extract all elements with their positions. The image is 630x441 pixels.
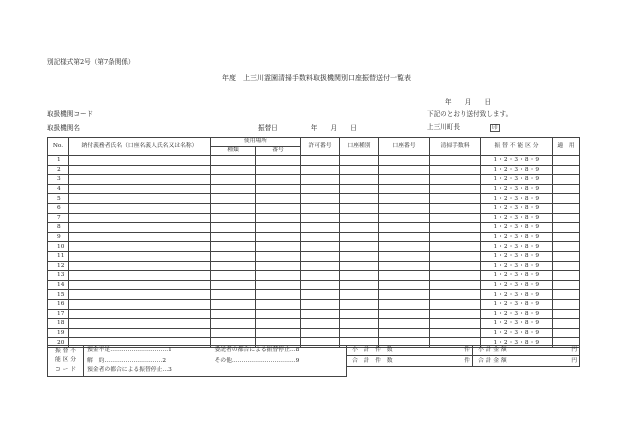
refusal-code-label-2: 能 区 分	[54, 357, 77, 364]
empty-cell	[69, 242, 211, 252]
empty-cell	[69, 309, 211, 319]
empty-cell	[211, 290, 256, 300]
empty-cell	[430, 261, 481, 271]
empty-cell	[69, 299, 211, 309]
col-permit-header: 許可番号	[301, 138, 340, 156]
empty-cell	[256, 194, 301, 204]
empty-cell	[430, 328, 481, 338]
table-row	[48, 261, 580, 271]
empty-cell	[430, 251, 481, 261]
empty-cell	[69, 251, 211, 261]
empty-cell	[430, 280, 481, 290]
empty-cell	[340, 299, 379, 309]
empty-cell	[256, 319, 301, 329]
row-number: 12	[48, 261, 69, 271]
empty-cell	[256, 328, 301, 338]
empty-cell	[553, 309, 580, 319]
table-row	[48, 165, 580, 175]
empty-cell	[379, 242, 430, 252]
empty-cell	[553, 290, 580, 300]
empty-cell	[301, 319, 340, 329]
empty-cell	[340, 319, 379, 329]
total-amount-label: 合 計 金 額	[478, 357, 507, 364]
empty-cell	[69, 232, 211, 242]
table-row	[48, 213, 580, 223]
empty-cell	[69, 165, 211, 175]
empty-cell	[379, 271, 430, 281]
empty-cell	[430, 223, 481, 233]
page-title: 年度 上三川霊園清掃手数料取扱機関別口座振替送付一覧表	[222, 74, 411, 82]
empty-cell	[430, 271, 481, 281]
empty-cell	[256, 223, 301, 233]
empty-cell	[211, 328, 256, 338]
empty-cell	[379, 328, 430, 338]
row-number: 10	[48, 242, 69, 252]
refusal-options: 1・2・3・8・9	[481, 338, 553, 348]
col-account-type-header: 口座種別	[340, 138, 379, 156]
empty-cell	[340, 194, 379, 204]
empty-cell	[69, 280, 211, 290]
table-row	[48, 309, 580, 319]
empty-cell	[211, 165, 256, 175]
empty-cell	[379, 280, 430, 290]
table-row	[48, 223, 580, 233]
empty-cell	[256, 261, 301, 271]
empty-cell	[430, 203, 481, 213]
row-number: 14	[48, 280, 69, 290]
col-fee-header: 清掃手数料	[430, 138, 481, 156]
empty-cell	[340, 165, 379, 175]
empty-cell	[430, 290, 481, 300]
table-row	[48, 203, 580, 213]
issue-date: 年 月 日	[445, 98, 492, 106]
empty-cell	[379, 156, 430, 166]
empty-cell	[553, 242, 580, 252]
table-row	[48, 194, 580, 204]
total-amount-cell	[473, 356, 580, 366]
empty-cell	[211, 156, 256, 166]
empty-cell	[379, 175, 430, 185]
refusal-options: 1・2・3・8・9	[481, 232, 553, 242]
empty-cell	[340, 309, 379, 319]
row-number: 13	[48, 271, 69, 281]
empty-cell	[379, 290, 430, 300]
empty-cell	[301, 156, 340, 166]
empty-cell	[69, 261, 211, 271]
empty-cell	[256, 299, 301, 309]
empty-cell	[256, 309, 301, 319]
subtotal-amount-label: 小 計 金 額	[478, 347, 507, 354]
empty-cell	[553, 280, 580, 290]
empty-cell	[430, 156, 481, 166]
empty-cell	[69, 223, 211, 233]
sending-note: 下記のとおり送付致します。	[427, 110, 513, 118]
empty-cell	[69, 319, 211, 329]
table-row	[48, 290, 580, 300]
row-number: 9	[48, 232, 69, 242]
empty-cell	[69, 328, 211, 338]
empty-cell	[211, 280, 256, 290]
empty-cell	[69, 290, 211, 300]
refusal-code-label-3: コ ー ド	[54, 366, 77, 373]
empty-cell	[301, 242, 340, 252]
code-2: 解 約…………………………2	[84, 356, 212, 366]
table-row	[48, 242, 580, 252]
empty-cell	[379, 251, 430, 261]
empty-cell	[256, 203, 301, 213]
col-refusal-header: 振 替 不 能 区 分	[481, 138, 553, 156]
code-3: 預金者の都合による振替停止…3	[84, 366, 347, 376]
summary-blank	[347, 366, 580, 376]
table-row	[48, 184, 580, 194]
refusal-options: 1・2・3・8・9	[481, 299, 553, 309]
row-number: 19	[48, 328, 69, 338]
empty-cell	[553, 175, 580, 185]
refusal-options: 1・2・3・8・9	[481, 290, 553, 300]
empty-cell	[430, 184, 481, 194]
empty-cell	[256, 242, 301, 252]
empty-cell	[211, 299, 256, 309]
empty-cell	[379, 223, 430, 233]
empty-cell	[211, 223, 256, 233]
empty-cell	[340, 203, 379, 213]
institution-name-label: 取扱機関名	[47, 124, 80, 132]
table-row	[48, 175, 580, 185]
empty-cell	[211, 271, 256, 281]
empty-cell	[301, 261, 340, 271]
empty-cell	[301, 203, 340, 213]
refusal-options: 1・2・3・8・9	[481, 194, 553, 204]
subtotal-amount-cell	[473, 346, 580, 356]
empty-cell	[211, 232, 256, 242]
row-number: 16	[48, 299, 69, 309]
empty-cell	[211, 175, 256, 185]
row-number: 4	[48, 184, 69, 194]
refusal-options: 1・2・3・8・9	[481, 213, 553, 223]
row-number: 7	[48, 213, 69, 223]
empty-cell	[256, 251, 301, 261]
refusal-options: 1・2・3・8・9	[481, 184, 553, 194]
empty-cell	[211, 242, 256, 252]
empty-cell	[211, 203, 256, 213]
total-amount-unit: 円	[571, 357, 577, 364]
empty-cell	[553, 156, 580, 166]
empty-cell	[69, 203, 211, 213]
empty-cell	[256, 280, 301, 290]
col-name-header: 納付義務者氏名（口座名義人氏名又は名称）	[69, 138, 211, 156]
empty-cell	[553, 271, 580, 281]
empty-cell	[379, 213, 430, 223]
row-number: 17	[48, 309, 69, 319]
table-row	[48, 271, 580, 281]
empty-cell	[340, 261, 379, 271]
empty-cell	[553, 299, 580, 309]
empty-cell	[301, 175, 340, 185]
empty-cell	[340, 175, 379, 185]
code-8: 委託者の都合による振替停止…8	[212, 346, 347, 356]
empty-cell	[301, 280, 340, 290]
row-number: 2	[48, 165, 69, 175]
empty-cell	[379, 184, 430, 194]
empty-cell	[340, 280, 379, 290]
refusal-options: 1・2・3・8・9	[481, 242, 553, 252]
mayor-label: 上三川町長	[427, 123, 460, 131]
empty-cell	[379, 261, 430, 271]
empty-cell	[340, 271, 379, 281]
empty-cell	[340, 232, 379, 242]
empty-cell	[256, 271, 301, 281]
row-number: 5	[48, 194, 69, 204]
empty-cell	[430, 242, 481, 252]
empty-cell	[340, 290, 379, 300]
empty-cell	[430, 299, 481, 309]
empty-cell	[211, 184, 256, 194]
empty-cell	[256, 290, 301, 300]
empty-cell	[379, 309, 430, 319]
empty-cell	[301, 290, 340, 300]
row-number: 11	[48, 251, 69, 261]
empty-cell	[256, 156, 301, 166]
empty-cell	[301, 213, 340, 223]
empty-cell	[211, 261, 256, 271]
empty-cell	[301, 271, 340, 281]
table-row	[48, 328, 580, 338]
row-number: 18	[48, 319, 69, 329]
col-no-header: No.	[48, 138, 69, 156]
empty-cell	[301, 251, 340, 261]
empty-cell	[379, 194, 430, 204]
refusal-options: 1・2・3・8・9	[481, 203, 553, 213]
empty-cell	[211, 194, 256, 204]
empty-cell	[301, 194, 340, 204]
refusal-options: 1・2・3・8・9	[481, 309, 553, 319]
empty-cell	[256, 165, 301, 175]
subtotal-count-label: 小 計 件 数	[352, 347, 393, 354]
empty-cell	[553, 165, 580, 175]
empty-cell	[256, 213, 301, 223]
empty-cell	[211, 319, 256, 329]
empty-cell	[256, 175, 301, 185]
col-use-number-header: 番号	[256, 147, 301, 156]
empty-cell	[301, 309, 340, 319]
empty-cell	[301, 184, 340, 194]
row-number: 3	[48, 175, 69, 185]
empty-cell	[340, 184, 379, 194]
empty-cell	[430, 165, 481, 175]
empty-cell	[301, 328, 340, 338]
empty-cell	[430, 232, 481, 242]
empty-cell	[69, 271, 211, 281]
mayor-line	[427, 124, 500, 132]
empty-cell	[379, 319, 430, 329]
total-count-cell	[347, 356, 473, 366]
empty-cell	[553, 328, 580, 338]
table-row	[48, 299, 580, 309]
refusal-options: 1・2・3・8・9	[481, 328, 553, 338]
table-row	[48, 156, 580, 166]
refusal-options: 1・2・3・8・9	[481, 156, 553, 166]
code-1: 預金不足…………………………1	[84, 346, 212, 356]
empty-cell	[553, 261, 580, 271]
refusal-options: 1・2・3・8・9	[481, 165, 553, 175]
empty-cell	[301, 232, 340, 242]
empty-cell	[430, 194, 481, 204]
empty-cell	[340, 328, 379, 338]
empty-cell	[379, 299, 430, 309]
transfer-table	[47, 137, 580, 348]
empty-cell	[256, 184, 301, 194]
empty-cell	[430, 309, 481, 319]
total-count-label: 合 計 件 数	[352, 357, 393, 364]
refusal-options: 1・2・3・8・9	[481, 280, 553, 290]
table-row	[48, 251, 580, 261]
empty-cell	[553, 184, 580, 194]
refusal-options: 1・2・3・8・9	[481, 319, 553, 329]
empty-cell	[340, 251, 379, 261]
refusal-code-label-1: 振 替 不	[54, 347, 77, 354]
subtotal-count-cell	[347, 346, 473, 356]
refusal-options: 1・2・3・8・9	[481, 261, 553, 271]
empty-cell	[301, 165, 340, 175]
table-row	[48, 280, 580, 290]
empty-cell	[379, 203, 430, 213]
empty-cell	[553, 213, 580, 223]
form-number: 別記様式第2号（第7条関係）	[47, 58, 135, 66]
empty-cell	[553, 203, 580, 213]
empty-cell	[340, 213, 379, 223]
empty-cell	[340, 223, 379, 233]
refusal-options: 1・2・3・8・9	[481, 223, 553, 233]
empty-cell	[430, 213, 481, 223]
empty-cell	[379, 165, 430, 175]
empty-cell	[69, 194, 211, 204]
refusal-options: 1・2・3・8・9	[481, 175, 553, 185]
empty-cell	[553, 319, 580, 329]
row-number: 1	[48, 156, 69, 166]
seal-mark: 印	[491, 125, 498, 131]
row-number: 8	[48, 223, 69, 233]
refusal-code-label	[48, 346, 84, 377]
subtotal-count-unit: 件	[464, 347, 470, 354]
subtotal-amount-unit: 円	[571, 347, 577, 354]
empty-cell	[553, 194, 580, 204]
empty-cell	[211, 213, 256, 223]
empty-cell	[301, 299, 340, 309]
refusal-options: 1・2・3・8・9	[481, 271, 553, 281]
institution-code-label: 取扱機関コード	[47, 110, 94, 118]
row-number: 6	[48, 203, 69, 213]
col-apply-header: 適 用	[553, 138, 580, 156]
empty-cell	[340, 242, 379, 252]
refusal-options: 1・2・3・8・9	[481, 251, 553, 261]
empty-cell	[301, 223, 340, 233]
empty-cell	[211, 309, 256, 319]
empty-cell	[211, 251, 256, 261]
empty-cell	[69, 184, 211, 194]
col-use-header: 使用場所	[211, 138, 301, 147]
empty-cell	[553, 232, 580, 242]
table-row	[48, 232, 580, 242]
col-account-number-header: 口座番号	[379, 138, 430, 156]
empty-cell	[69, 213, 211, 223]
empty-cell	[430, 175, 481, 185]
total-count-unit: 件	[464, 357, 470, 364]
empty-cell	[256, 232, 301, 242]
empty-cell	[553, 251, 580, 261]
transfer-date: 振替日 年 月 日	[258, 124, 357, 132]
empty-cell	[379, 232, 430, 242]
row-number: 20	[48, 338, 69, 348]
table-row	[48, 319, 580, 329]
col-use-type-header: 種類	[211, 147, 256, 156]
empty-cell	[430, 319, 481, 329]
empty-cell	[553, 223, 580, 233]
row-number: 15	[48, 290, 69, 300]
code-9: その他……………………………9	[212, 356, 347, 366]
empty-cell	[340, 156, 379, 166]
empty-cell	[69, 175, 211, 185]
empty-cell	[69, 156, 211, 166]
summary-table	[47, 345, 580, 377]
